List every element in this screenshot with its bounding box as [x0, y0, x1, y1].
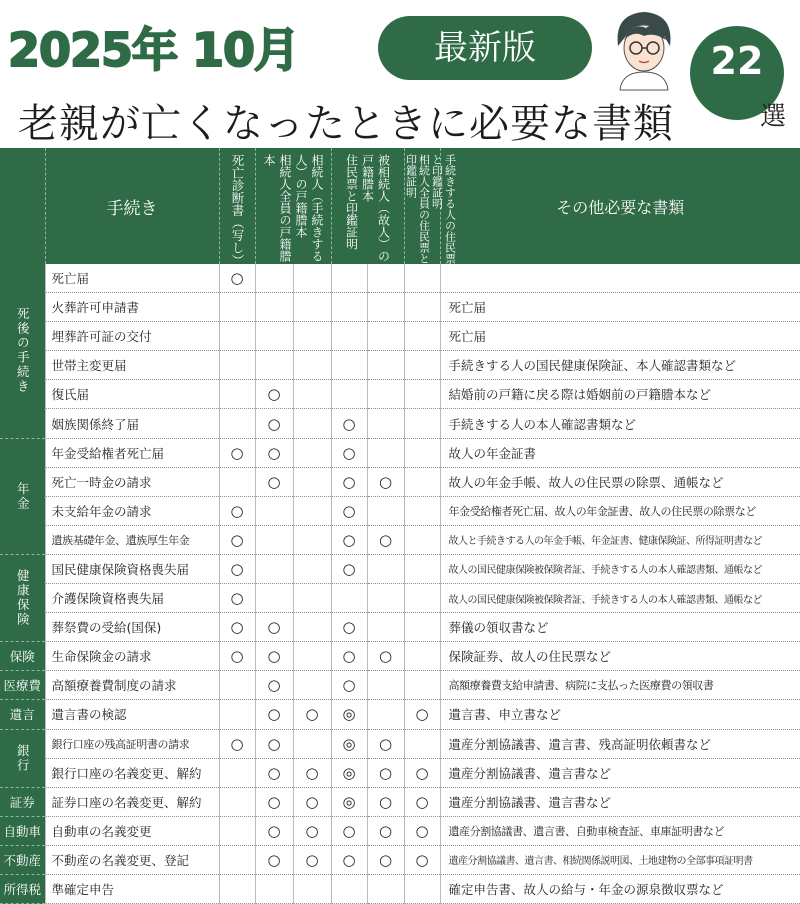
- procedure-cell: 証券口座の名義変更、解約: [45, 787, 219, 816]
- table-row: [0, 874, 800, 903]
- other-docs-cell: 故人の年金手帳、故人の住民票の除票、通帳など: [440, 467, 800, 496]
- empty-mark-cell: [293, 874, 331, 903]
- table-row: [0, 351, 800, 380]
- table-row: [0, 438, 800, 467]
- other-docs-cell: 遺産分割協議書、遺言書、自動車検査証、車庫証明書など: [440, 816, 800, 845]
- empty-mark-cell: [404, 264, 440, 293]
- category-label: 証券: [9, 794, 35, 810]
- circle-mark: ○: [367, 758, 404, 787]
- circle-mark: ○: [219, 613, 255, 642]
- empty-mark-cell: [367, 322, 404, 351]
- category-cell: [0, 874, 45, 903]
- circle-mark: ○: [255, 409, 293, 438]
- circle-mark: ○: [255, 671, 293, 700]
- circle-mark: ○: [404, 816, 440, 845]
- empty-mark-cell: [219, 787, 255, 816]
- count-number: 22: [710, 39, 764, 83]
- circle-mark: ○: [219, 525, 255, 554]
- empty-mark-cell: [219, 322, 255, 351]
- table-row: [0, 671, 800, 700]
- circle-mark: ○: [331, 613, 367, 642]
- circle-mark: ○: [219, 584, 255, 613]
- category-label: 年金: [15, 481, 31, 511]
- header-doc-2-label: [261, 154, 325, 264]
- empty-mark-cell: [255, 293, 293, 322]
- table-row: [0, 700, 800, 729]
- table-row: [0, 816, 800, 845]
- category-cell: [0, 787, 45, 816]
- other-docs-cell: 故人と手続きする人の年金手帳、年金証書、健康保険証、所得証明書など: [440, 525, 800, 554]
- table-row: [0, 322, 800, 351]
- empty-mark-cell: [293, 729, 331, 758]
- other-docs-cell: 手続きする人の本人確認書類など: [440, 409, 800, 438]
- circle-mark: ○: [404, 700, 440, 729]
- procedure-cell: 未支給年金の請求: [45, 496, 219, 525]
- header: [0, 0, 800, 148]
- empty-mark-cell: [404, 613, 440, 642]
- category-label: 遺言: [9, 707, 35, 723]
- empty-mark-cell: [255, 496, 293, 525]
- empty-mark-cell: [331, 351, 367, 380]
- circle-mark: ○: [367, 845, 404, 874]
- empty-mark-cell: [293, 293, 331, 322]
- page-title: 老親が亡くなったときに必要な書類: [18, 101, 674, 147]
- table-row: [0, 525, 800, 554]
- circle-mark: ○: [367, 787, 404, 816]
- empty-mark-cell: [367, 409, 404, 438]
- other-docs-cell: 故人の国民健康保険被保険者証、手続きする人の本人確認書類、通帳など: [440, 584, 800, 613]
- circle-mark: ○: [331, 438, 367, 467]
- empty-mark-cell: [331, 293, 367, 322]
- category-cell: [0, 845, 45, 874]
- other-docs-cell: 確定申告書、故人の給与・年金の源泉徴収票など: [440, 874, 800, 903]
- empty-mark-cell: [219, 671, 255, 700]
- circle-mark: ○: [293, 845, 331, 874]
- empty-mark-cell: [367, 554, 404, 583]
- category-cell: [0, 729, 45, 787]
- procedure-cell: 国民健康保険資格喪失届: [45, 554, 219, 583]
- table-row: [0, 584, 800, 613]
- table-row: [0, 496, 800, 525]
- count-suffix: 選: [760, 102, 787, 132]
- empty-mark-cell: [219, 816, 255, 845]
- empty-mark-cell: [331, 264, 367, 293]
- circle-mark: ○: [255, 845, 293, 874]
- empty-mark-cell: [367, 496, 404, 525]
- procedure-cell: 生命保険金の請求: [45, 642, 219, 671]
- empty-mark-cell: [367, 351, 404, 380]
- circle-mark: ○: [331, 554, 367, 583]
- empty-mark-cell: [404, 642, 440, 671]
- empty-mark-cell: [331, 322, 367, 351]
- other-docs-cell: 保険証券、故人の住民票など: [440, 642, 800, 671]
- empty-mark-cell: [293, 322, 331, 351]
- avatar-illustration-icon: [604, 6, 684, 90]
- empty-mark-cell: [293, 409, 331, 438]
- procedure-cell: 遺族基礎年金、遺族厚生年金: [45, 525, 219, 554]
- category-label: 自動車: [3, 823, 41, 839]
- empty-mark-cell: [255, 874, 293, 903]
- other-docs-cell: 高額療養費支給申請書、病院に支払った医療費の領収書: [440, 671, 800, 700]
- table-row: [0, 380, 800, 409]
- empty-mark-cell: [255, 351, 293, 380]
- table-header-row: [0, 148, 800, 264]
- empty-mark-cell: [331, 584, 367, 613]
- category-cell: [0, 816, 45, 845]
- empty-mark-cell: [404, 729, 440, 758]
- empty-mark-cell: [219, 874, 255, 903]
- category-label: 銀行: [15, 743, 31, 773]
- circle-mark: ○: [331, 642, 367, 671]
- header-doc-7-text: 相続人全員の住民票と印鑑証明: [404, 154, 431, 264]
- header-doc-4-text: 被相続人（故人）の戸籍謄本: [360, 154, 391, 262]
- procedure-cell: 高額療養費制度の請求: [45, 671, 219, 700]
- empty-mark-cell: [367, 613, 404, 642]
- empty-mark-cell: [293, 584, 331, 613]
- table-row: [0, 554, 800, 583]
- other-docs-cell: 遺産分割協議書、遺言書など: [440, 787, 800, 816]
- category-cell: [0, 264, 45, 438]
- category-cell: [0, 642, 45, 671]
- category-cell: [0, 438, 45, 554]
- empty-mark-cell: [293, 351, 331, 380]
- other-docs-cell: 故人の年金証書: [440, 438, 800, 467]
- table-row: [0, 293, 800, 322]
- circle-mark: ○: [367, 816, 404, 845]
- empty-mark-cell: [293, 467, 331, 496]
- circle-mark: ○: [293, 700, 331, 729]
- procedure-cell: 姻族関係終了届: [45, 409, 219, 438]
- procedure-cell: 年金受給権者死亡届: [45, 438, 219, 467]
- header-doc-4: [331, 148, 404, 264]
- empty-mark-cell: [404, 467, 440, 496]
- circle-mark: ○: [219, 438, 255, 467]
- procedure-cell: 復氏届: [45, 380, 219, 409]
- table-row: [0, 845, 800, 874]
- category-label: 死後の手続き: [15, 307, 31, 395]
- other-docs-cell: 遺言書、申立書など: [440, 700, 800, 729]
- empty-mark-cell: [255, 584, 293, 613]
- table-row: [0, 642, 800, 671]
- category-cell: [0, 671, 45, 700]
- empty-mark-cell: [404, 380, 440, 409]
- procedure-cell: 銀行口座の残高証明書の請求: [45, 729, 219, 758]
- empty-mark-cell: [367, 700, 404, 729]
- circle-mark: ○: [255, 816, 293, 845]
- other-docs-cell: 葬儀の領収書など: [440, 613, 800, 642]
- empty-mark-cell: [255, 322, 293, 351]
- empty-mark-cell: [293, 642, 331, 671]
- other-docs-cell: 手続きする人の国民健康保険証、本人確認書類など: [440, 351, 800, 380]
- other-docs-cell: 故人の国民健康保険被保険者証、手続きする人の本人確認書類、通帳など: [440, 554, 800, 583]
- circle-mark: ○: [404, 758, 440, 787]
- empty-mark-cell: [367, 671, 404, 700]
- circle-mark: ○: [367, 729, 404, 758]
- circle-mark: ○: [367, 525, 404, 554]
- procedure-cell: 銀行口座の名義変更、解約: [45, 758, 219, 787]
- category-cell: [0, 554, 45, 641]
- category-label: 所得税: [3, 882, 41, 898]
- table-row: [0, 758, 800, 787]
- circle-mark: ○: [255, 642, 293, 671]
- empty-mark-cell: [293, 525, 331, 554]
- empty-mark-cell: [293, 380, 331, 409]
- empty-mark-cell: [367, 293, 404, 322]
- circle-mark: ○: [255, 613, 293, 642]
- circle-mark: ○: [331, 816, 367, 845]
- other-docs-cell: 遺産分割協議書、遺言書など: [440, 758, 800, 787]
- procedure-cell: 埋葬許可証の交付: [45, 322, 219, 351]
- empty-mark-cell: [293, 438, 331, 467]
- header-doc-3-text: 相続人全員の戸籍謄本: [262, 154, 292, 262]
- procedure-cell: 自動車の名義変更: [45, 816, 219, 845]
- category-label: 不動産: [3, 852, 41, 868]
- procedure-cell: 世帯主変更届: [45, 351, 219, 380]
- other-docs-cell: [440, 264, 800, 293]
- circle-mark: ○: [331, 496, 367, 525]
- double-circle-mark: ◎: [331, 787, 367, 816]
- header-category-cell: [0, 148, 45, 264]
- year-month-heading: 2025年 10月: [8, 23, 300, 77]
- header-doc-6: [404, 148, 457, 264]
- empty-mark-cell: [404, 496, 440, 525]
- circle-mark: ○: [255, 758, 293, 787]
- table-row: [0, 409, 800, 438]
- header-doc-6-label: [405, 154, 457, 264]
- empty-mark-cell: [404, 322, 440, 351]
- empty-mark-cell: [293, 496, 331, 525]
- circle-mark: ○: [255, 700, 293, 729]
- empty-mark-cell: [367, 380, 404, 409]
- table-body: [0, 264, 800, 904]
- header-doc-5-text: 住民票と印鑑証明: [344, 154, 359, 250]
- empty-mark-cell: [293, 264, 331, 293]
- header-doc-1-label: 死亡診断書（写し）: [230, 154, 245, 267]
- empty-mark-cell: [404, 584, 440, 613]
- category-label: 医療費: [3, 678, 41, 694]
- circle-mark: ○: [331, 409, 367, 438]
- circle-mark: ○: [293, 787, 331, 816]
- header-doc-6-text: 手続きする人の住民票と印鑑証明: [430, 154, 457, 264]
- procedure-cell: 準確定申告: [45, 874, 219, 903]
- empty-mark-cell: [367, 264, 404, 293]
- other-docs-cell: 死亡届: [440, 293, 800, 322]
- category-label: 健康保険: [15, 569, 31, 628]
- circle-mark: ○: [219, 729, 255, 758]
- empty-mark-cell: [219, 380, 255, 409]
- circle-mark: ○: [219, 264, 255, 293]
- circle-mark: ○: [404, 787, 440, 816]
- empty-mark-cell: [404, 671, 440, 700]
- double-circle-mark: ◎: [331, 729, 367, 758]
- empty-mark-cell: [404, 438, 440, 467]
- procedure-cell: 火葬許可申請書: [45, 293, 219, 322]
- circle-mark: ○: [367, 467, 404, 496]
- procedure-cell: 不動産の名義変更、登記: [45, 845, 219, 874]
- double-circle-mark: ◎: [331, 700, 367, 729]
- empty-mark-cell: [219, 351, 255, 380]
- empty-mark-cell: [219, 293, 255, 322]
- circle-mark: ○: [255, 380, 293, 409]
- empty-mark-cell: [404, 525, 440, 554]
- header-doc-1: [219, 148, 255, 267]
- circle-mark: ○: [219, 642, 255, 671]
- circle-mark: ○: [331, 525, 367, 554]
- circle-mark: ○: [219, 554, 255, 583]
- empty-mark-cell: [331, 874, 367, 903]
- double-circle-mark: ◎: [331, 758, 367, 787]
- circle-mark: ○: [331, 467, 367, 496]
- table-row: [0, 729, 800, 758]
- empty-mark-cell: [255, 525, 293, 554]
- empty-mark-cell: [367, 874, 404, 903]
- table-row: [0, 787, 800, 816]
- circle-mark: ○: [255, 467, 293, 496]
- header-other-docs: その他必要な書類: [440, 148, 800, 264]
- header-procedure: 手続き: [45, 148, 219, 264]
- procedure-cell: 遺言書の検認: [45, 700, 219, 729]
- empty-mark-cell: [367, 584, 404, 613]
- circle-mark: ○: [293, 758, 331, 787]
- circle-mark: ○: [367, 642, 404, 671]
- documents-table: [0, 148, 800, 904]
- header-doc-4-label: [344, 154, 392, 264]
- procedure-cell: 介護保険資格喪失届: [45, 584, 219, 613]
- circle-mark: ○: [255, 729, 293, 758]
- other-docs-cell: 遺産分割協議書、遺言書、相続関係説明図、土地建物の全部事項証明書: [440, 845, 800, 874]
- latest-edition-badge: 最新版: [378, 16, 592, 80]
- header-doc-2: [255, 148, 331, 264]
- circle-mark: ○: [255, 438, 293, 467]
- empty-mark-cell: [404, 874, 440, 903]
- table-row: [0, 264, 800, 293]
- header-doc-2-text: 相続人（手続きする人）の戸籍謄本: [294, 154, 324, 262]
- circle-mark: ○: [404, 845, 440, 874]
- empty-mark-cell: [219, 409, 255, 438]
- empty-mark-cell: [293, 671, 331, 700]
- other-docs-cell: 死亡届: [440, 322, 800, 351]
- table-row: [0, 613, 800, 642]
- empty-mark-cell: [367, 438, 404, 467]
- empty-mark-cell: [219, 700, 255, 729]
- category-cell: [0, 700, 45, 729]
- circle-mark: ○: [219, 496, 255, 525]
- empty-mark-cell: [219, 467, 255, 496]
- empty-mark-cell: [404, 554, 440, 583]
- empty-mark-cell: [331, 380, 367, 409]
- empty-mark-cell: [404, 409, 440, 438]
- procedure-cell: 葬祭費の受給(国保): [45, 613, 219, 642]
- empty-mark-cell: [219, 845, 255, 874]
- table-row: [0, 467, 800, 496]
- other-docs-cell: 遺産分割協議書、遺言書、残高証明依頼書など: [440, 729, 800, 758]
- category-label: 保険: [9, 649, 35, 665]
- empty-mark-cell: [219, 758, 255, 787]
- procedure-cell: 死亡届: [45, 264, 219, 293]
- empty-mark-cell: [404, 293, 440, 322]
- empty-mark-cell: [293, 613, 331, 642]
- other-docs-cell: 年金受給権者死亡届、故人の年金証書、故人の住民票の除票など: [440, 496, 800, 525]
- procedure-cell: 死亡一時金の請求: [45, 467, 219, 496]
- circle-mark: ○: [255, 787, 293, 816]
- circle-mark: ○: [331, 671, 367, 700]
- empty-mark-cell: [255, 264, 293, 293]
- circle-mark: ○: [293, 816, 331, 845]
- empty-mark-cell: [255, 554, 293, 583]
- other-docs-cell: 結婚前の戸籍に戻る際は婚姻前の戸籍謄本など: [440, 380, 800, 409]
- empty-mark-cell: [404, 351, 440, 380]
- empty-mark-cell: [293, 554, 331, 583]
- circle-mark: ○: [331, 845, 367, 874]
